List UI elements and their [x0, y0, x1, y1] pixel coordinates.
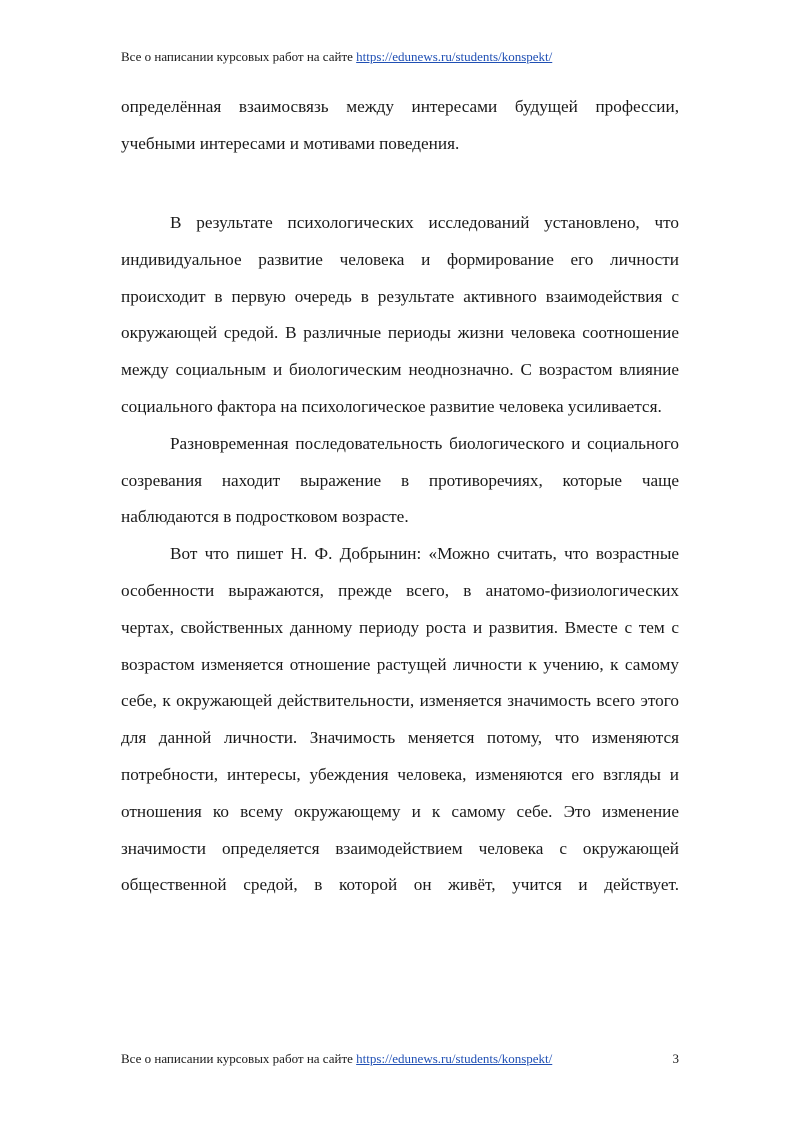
- header-text: Все о написании курсовых работ на сайте: [121, 49, 357, 64]
- paragraph-dobrynin-quote: Вот что пишет Н. Ф. Добрынин: «Можно считать, что возрастные особенности выражаются, прежде всего, в анатомо-физиологических чертах, свойственных данному периоду роста и развития. Вместе с тем с возрастом изменяется отношение растущей личности к учению, к самому себе, к окружающей действительности, изменяется значимость всего этого для данной личности. Значимость меняется потому, что изменяются потребности, интересы, убеждения человека, изменяются его взгляды и отношения ко всему окружающему и к самому себе. Это изменение значимости определяется взаимодействием человека с окружающей общественной средой, в которой он живёт, учится и действует.: [121, 544, 679, 895]
- paragraph-continuation: определённая взаимосвязь между интересами будущей профессии, учебными интересами и мотивами поведения.: [121, 97, 679, 153]
- paragraph-research-result: В результате психологических исследований установлено, что индивидуальное развитие человека и формирование его личности происходит в первую очередь в результате активного взаимодействия с окружающей средой. В различные периоды жизни человека соотношение между социальным и биологическим неоднозначно. С возрастом влияние социального фактора на психологическое развитие человека усиливается.: [121, 213, 679, 416]
- footer-text: Все о написании курсовых работ на сайте: [121, 1051, 357, 1066]
- paragraph-maturation-sequence: Разновременная последовательность биологического и социального созревания находит выражение в противоречиях, которые чаще наблюдаются в подростковом возрасте.: [121, 433, 679, 527]
- footer-link[interactable]: https://edunews.ru/students/konspekt/: [356, 1051, 553, 1066]
- page-number: 3: [672, 1051, 679, 1066]
- continued-paragraph: [121, 89, 679, 163]
- page-header: [121, 49, 679, 65]
- header-link[interactable]: https://edunews.ru/students/konspekt/: [356, 49, 553, 64]
- page-footer: [121, 1051, 679, 1067]
- main-text: [121, 205, 679, 904]
